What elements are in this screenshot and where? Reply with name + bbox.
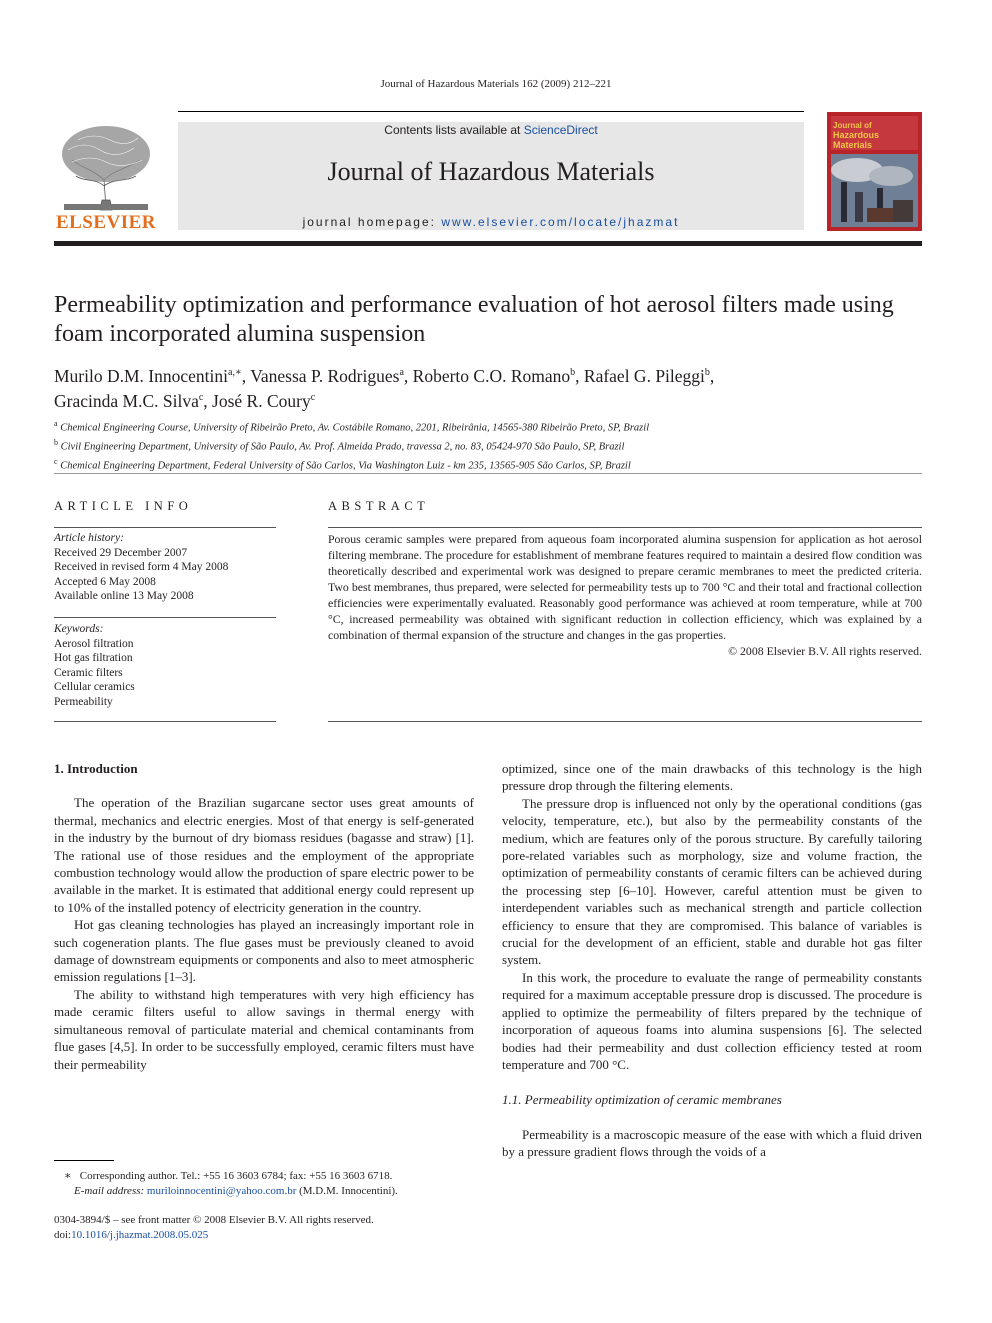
paragraph: The pressure drop is influenced not only by the operational conditions (gas velocity, temperature, etc.), but also by the permeability constants of the medium, which are features only of the porous structure. By carefully tailoring pore-related variables such as morphology, size and volume fraction, the optimization of permeability constants of ceramic filters can be achieved during the processing step [6–10]. However, careful attention must be given to interdependent variables such as mechanical strength and particle collection efficiency to ensure that they are compromised. This balance of variables is crucial for the development of an efficient, stable and durable hot gas filter system.: [502, 795, 922, 968]
article-info-rule-bottom: [54, 721, 276, 722]
keywords-label: Keywords:: [54, 623, 104, 635]
contents-line: [178, 123, 804, 137]
cover-illustration: [827, 112, 922, 231]
body-column-left: [54, 760, 474, 1073]
body-column-right: [502, 760, 922, 1161]
journal-name: Journal of Hazardous Materials: [327, 157, 655, 186]
article-title: Permeability optimization and performance evaluation of hot aerosol filters made using foam incorporated alumina suspension: [54, 292, 894, 347]
paragraph: In this work, the procedure to evaluate the range of permeability constants required for a maximum acceptable pressure drop is discussed. The procedure is applied to optimize the permeability of filters prepared by the technique of incorporation of aqueous foams into alumina suspensions [6]. The selected bodies had their permeability and dust collection efficiency tested at room temperature and 700 °C.: [502, 969, 922, 1072]
paragraph: The ability to withstand high temperatures with very high efficiency has made ceramic filters useful to allow savings in thermal energy with simultaneous removal of particulate material and chemical contaminants from flue gases [4,5]. In order to be successfully employed, ceramic filters must have their permeability: [54, 986, 474, 1072]
cover-title-line1: Journal of: [833, 121, 872, 130]
affiliation-a: $^a$ Chemical Engineering Course, University of Ribeirão Preto, Av. Costábile Romano, 2201, Ribeirânia, 14565-380 Ribeirão Preto, SP, Brazil: [54, 419, 650, 434]
keywords: [54, 622, 276, 709]
footnote-corresponding: ∗ Corresponding author. Tel.: +55 16 3603 6784; fax: +55 16 3603 6718.: [64, 1170, 393, 1182]
abstract-body: [328, 531, 922, 659]
abstract-copyright: © 2008 Elsevier B.V. All rights reserved.: [728, 644, 922, 658]
affiliation-rule: [54, 473, 922, 474]
paragraph: The operation of the Brazilian sugarcane sector uses great amounts of thermal, mechanics and electric energies. Most of that energy is self-generated in the industry by the burnout of dry biomass residues (bagasse and straw) [1]. The rational use of those residues and the employment of the appropriate combustion technology would allow the production of spare electric power to be available in the market. It is estimated that additional energy could represent up to 10% of the installed potency of electricity generation in the country.: [54, 795, 474, 915]
contents-prefix: Contents lists available at: [384, 123, 524, 137]
paragraph: optimized, since one of the main drawbacks of this technology is the high pressure drop through the filtering elements.: [502, 761, 922, 794]
article-info-rule-top: [54, 527, 276, 528]
article-history: [54, 531, 276, 604]
affiliation-b: $^b$ Civil Engineering Department, University of São Paulo, Av. Prof. Almeida Prado, travessa 2, no. 83, 05424-970 São Paulo, SP, Brazil: [54, 438, 625, 453]
section-heading: 1. Introduction: [54, 761, 138, 776]
front-matter: [54, 1213, 474, 1242]
cover-title-line3: Materials: [833, 140, 873, 150]
abstract-rule-bottom: [328, 721, 922, 722]
journal-cover: [827, 112, 922, 231]
author-list: [54, 362, 922, 412]
email-link[interactable]: muriloinnocentini@yahoo.com.br: [146, 1184, 297, 1197]
running-head: Journal of Hazardous Materials 162 (2009) 212–221: [380, 78, 612, 90]
corresponding-footnote: [54, 1169, 474, 1198]
abstract-text: Porous ceramic samples were prepared from aqueous foam incorporated alumina suspension for application as hot aerosol filtering membrane. The procedure for establishment of membrane features required to maintain a desired flow condition was theoretically described and experimental work was designed to prepare ceramic membranes to meet the predicted criteria. Two best membranes, thus prepared, were selected for permeability tests up to 700 °C and their total and fractional collection efficiencies were experimentally evaluated. Reasonably good performance was achieved at room temperature, while at 700 °C, increased permeability was obtained with significant reduction in collection efficiency, which was explained by a combination of thermal expansion of the structure and changes in the gas properties.: [328, 532, 922, 642]
footnote-rule: [54, 1160, 114, 1161]
history-accepted: Accepted 6 May 2008: [54, 575, 156, 588]
author-0: Murilo D.M. Innocentini$^{a,∗}$,: [54, 365, 251, 386]
author-4: Gracinda M.C. Silva$^c$,: [54, 390, 213, 411]
header-thick-rule: [54, 241, 922, 246]
author-2: Roberto C.O. Romano$^b$,: [412, 365, 584, 386]
homepage-prefix: journal homepage:: [302, 215, 442, 229]
affiliations: [54, 417, 922, 474]
paragraph: Hot gas cleaning technologies has played an increasingly important role in such cogeneration plants. The flue gases must be previously cleaned to avoid damage of downstream equipments or components and also to meet atmospheric emission regulations [1–3].: [54, 917, 474, 985]
abstract-heading: ABSTRACT: [328, 499, 430, 513]
article-info-heading: ARTICLE INFO: [54, 499, 193, 513]
cover-title-line2: Hazardous: [833, 130, 880, 140]
keyword-item: Permeability: [54, 695, 113, 708]
history-label: Article history:: [54, 532, 124, 544]
keyword-item: Aerosol filtration: [54, 637, 134, 650]
subsection-heading: 1.1. Permeability optimization of ceramic membranes: [502, 1092, 782, 1108]
history-received: Received 29 December 2007: [54, 546, 188, 559]
publisher-name: ELSEVIER: [55, 212, 157, 233]
affiliation-c: $^c$ Chemical Engineering Department, Federal University of São Carlos, Via Washington Luiz - km 235, 13565-905 São Carlos, SP, Brazil: [54, 457, 631, 472]
header-rule: [178, 111, 804, 112]
doi-line: doi:10.1016/j.jhazmat.2008.05.025: [54, 1228, 209, 1241]
footnote-email: E-mail address: muriloinnocentini@yahoo.com.br (M.D.M. Innocentini).: [74, 1184, 398, 1197]
paragraph: Permeability is a macroscopic measure of the ease with which a fluid driven by a pressure gradient flows through the voids of a: [502, 1126, 922, 1160]
author-1: Vanessa P. Rodrigues$^a$,: [250, 365, 413, 386]
history-online: Available online 13 May 2008: [54, 590, 194, 602]
article-info-rule-mid: [54, 617, 276, 618]
homepage-link[interactable]: www.elsevier.com/locate/jhazmat: [441, 215, 680, 229]
keyword-item: Cellular ceramics: [54, 681, 135, 693]
history-revised: Received in revised form 4 May 2008: [54, 561, 229, 573]
abstract-rule-top: [328, 527, 922, 528]
author-5: José R. Coury$^c$: [212, 390, 316, 411]
sciencedirect-link[interactable]: ScienceDirect: [523, 123, 598, 137]
journal-homepage: [178, 215, 804, 229]
keyword-item: Ceramic filters: [54, 666, 123, 679]
issn-line: 0304-3894/$ – see front matter © 2008 Elsevier B.V. All rights reserved.: [54, 1214, 374, 1226]
doi-link[interactable]: 10.1016/j.jhazmat.2008.05.025: [71, 1228, 209, 1241]
keyword-item: Hot gas filtration: [54, 652, 133, 664]
author-3: Rafael G. Pileggi$^b$,: [583, 365, 715, 386]
